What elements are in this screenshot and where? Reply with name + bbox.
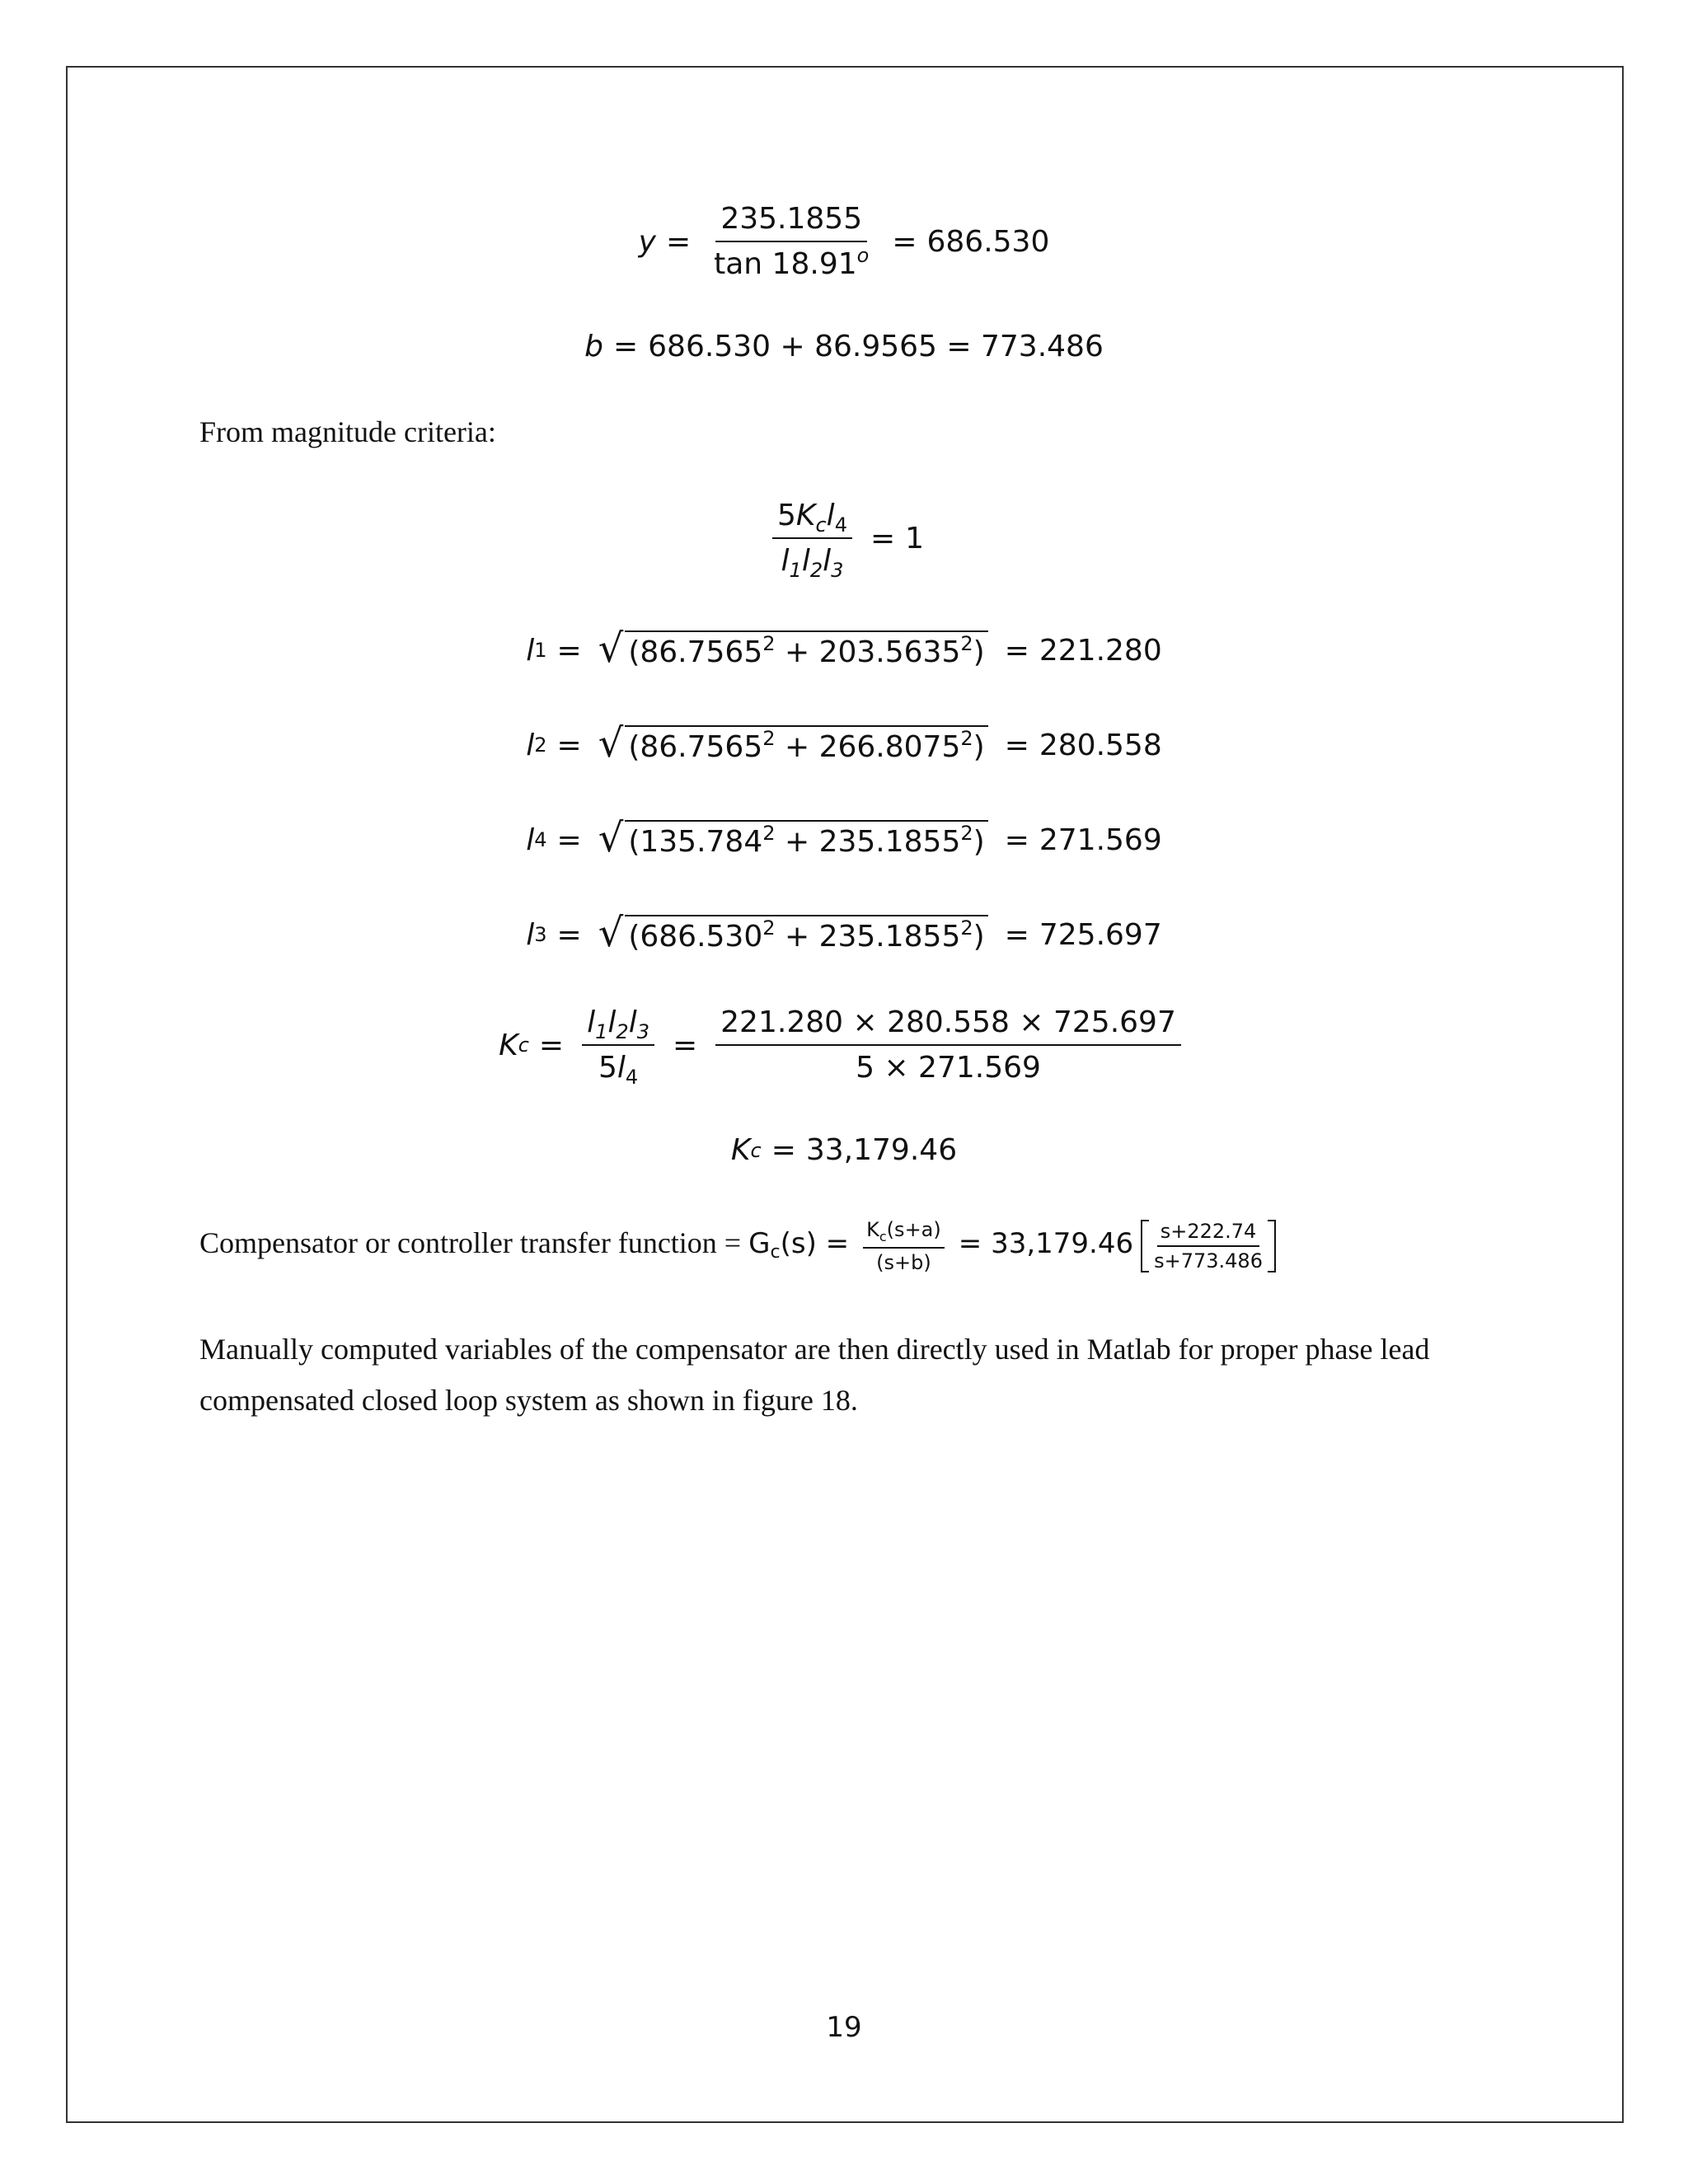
fraction-y: $\frac{235.1855}{\tan 18.91^o}$ [714,202,870,281]
sqrt-l1: √ $(86.7565^2 + 203.5635^2)$ [598,630,988,670]
compensator-transfer-function: Compensator or controller transfer function = $G_c(s)$ = $\frac{K_c(s+a)}{(s+b)}$ = 33,179.46 $\frac{s+222.74}{s+773.486}$ [199,1218,1485,1274]
equation-y: y = $\frac{235.1855}{\tan 18.91^o}$ = 686.530 [638,202,1050,281]
equation-kc-fraction: K c = $\frac{l_1l_2l_3}{5l_4}$ = $\frac{221.280 \times 280.558 \times 725.697}{5 \times 271.569}$ [0,1005,1688,1085]
text-magnitude-criteria: From magnitude criteria: [199,415,496,448]
equation-l4: l 4 = √ $(135.784^2 + 235.1855^2)$ = 271.569 [526,815,1162,861]
equation-l3: l 3 = √ $(686.530^2 + 235.1855^2)$ = 725.697 [526,910,1162,956]
equation-l1: l 1 = √ $(86.7565^2 + 203.5635^2)$ = 221.280 [526,626,1162,672]
compensator-bracket: $\frac{s+222.74}{s+773.486}$ [1141,1220,1276,1272]
sqrt-l3: √ $(686.530^2 + 235.1855^2)$ [598,915,988,954]
sqrt-l4: √ $(135.784^2 + 235.1855^2)$ [598,820,988,860]
equation-b: b = 686.530 + 86.9565 = 773.486 [584,330,1104,363]
page-border [66,66,1624,2123]
equation-magnitude: $\frac{5K_cl_4}{l_1l_2l_3}$ = 1 [0,499,1688,578]
sqrt-l2: √ $(86.7565^2 + 266.8075^2)$ [598,725,988,765]
paragraph-matlab: Manually computed variables of the compensator are then directly used in Matlab for proper phase lead compensated closed loop system as shown in figure 18. [199,1333,1430,1417]
page-number: 19 [826,2011,862,2044]
equation-l2: l 2 = √ $(86.7565^2 + 266.8075^2)$ = 280.558 [526,720,1162,766]
equation-kc-value: K c = 33,179.46 [730,1133,958,1167]
